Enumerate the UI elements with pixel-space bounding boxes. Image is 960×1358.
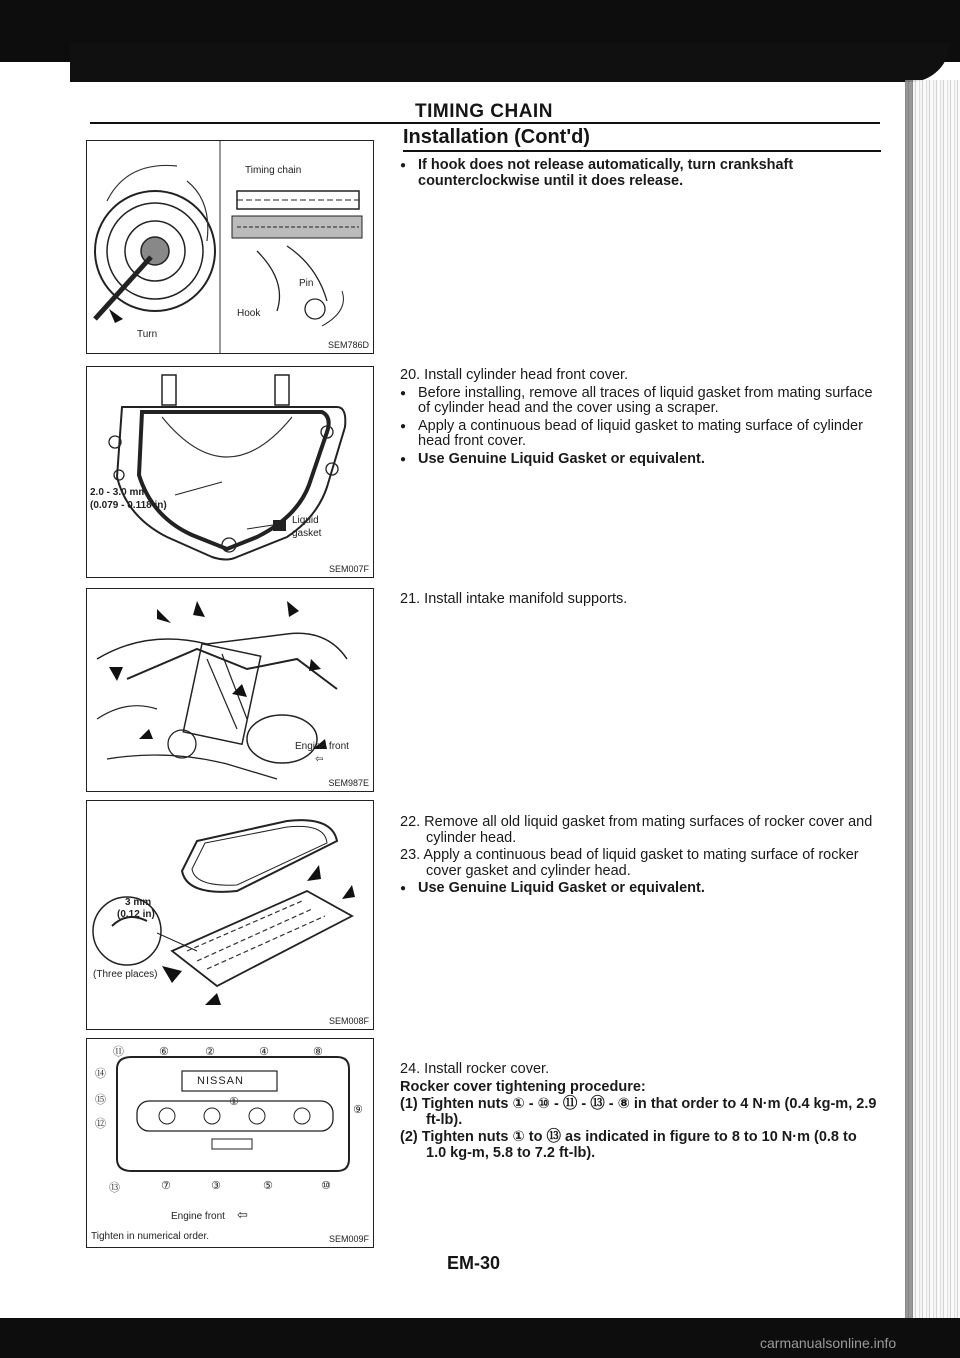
page-title: TIMING CHAIN <box>415 101 553 122</box>
figure-tightening-order <box>86 1038 374 1248</box>
text-block-step-21 <box>400 592 880 610</box>
tightening-step-1: (1) Tighten nuts ① - ⑩ - ⑪ - ⑬ - ⑧ in that order to 4 N·m (0.4 kg-m, 2.9 ft-lb). <box>400 1096 877 1128</box>
nissan-logo: NISSAN <box>197 1075 244 1087</box>
label-turn: Turn <box>137 329 158 340</box>
figure-crankshaft-hook <box>86 140 374 354</box>
section-title: Installation (Cont'd) <box>403 126 590 148</box>
label-engine-front: Engine front <box>171 1211 225 1222</box>
figure-front-cover-gasket <box>86 366 374 578</box>
figure-manifold-drawing <box>87 589 373 791</box>
scan-binding-edge <box>905 80 960 1320</box>
label-pin: Pin <box>299 278 314 289</box>
step-22: 22. Remove all old liquid gasket from mating surfaces of rocker cover and cylinder head. <box>400 814 873 846</box>
label-gasket: gasket <box>292 528 322 539</box>
bullet-remove-traces: ● Before installing, remove all traces of liquid gasket from mating surface of cylinder head and the cover using a scraper. <box>400 386 880 417</box>
label-liquid: Liquid <box>292 515 319 526</box>
engine-front-arrow-icon: ⇦ <box>315 754 324 765</box>
label-engine-front: Engine front <box>295 741 349 752</box>
scan-top-band <box>0 0 960 62</box>
figure-code: SEM009F <box>328 1234 369 1244</box>
nut-8: ⑧ <box>313 1046 323 1058</box>
step-24: 24. Install rocker cover. <box>400 1061 550 1077</box>
nut-2: ② <box>205 1046 215 1058</box>
figure-code: SEM008F <box>328 1016 369 1026</box>
bullet-hook-release: ● If hook does not release automatically, turn crankshaft counterclockwise until it does release. <box>400 158 880 189</box>
nut-7: ⑦ <box>161 1180 171 1192</box>
nut-13: ⑬ <box>109 1182 120 1194</box>
page-number: EM-30 <box>447 1253 501 1273</box>
label-tighten-order: Tighten in numerical order. <box>91 1231 210 1242</box>
figure-rocker-cover-gasket <box>86 800 374 1030</box>
tightening-step-2: (2) Tighten nuts ① to ⑬ as indicated in figure to 8 to 10 N·m (0.8 to 1.0 kg-m, 5.8 to 7.2 ft-lb). <box>400 1129 857 1161</box>
watermark: carmanualsonline.info <box>760 1335 897 1351</box>
label-bead-mm: 2.0 - 3.0 mm <box>90 487 148 498</box>
label-three-places: (Three places) <box>93 969 158 980</box>
step-20: 20. Install cylinder head front cover. <box>400 367 629 383</box>
figure-tightening-drawing <box>87 1039 373 1247</box>
figure-code: SEM007F <box>328 564 369 574</box>
label-hook: Hook <box>237 308 261 319</box>
title-rule <box>90 122 880 124</box>
text-block-step-20 <box>400 368 880 469</box>
bullet-genuine-gasket: ● Use Genuine Liquid Gasket or equivalent. <box>400 452 880 468</box>
nut-6: ⑥ <box>159 1046 169 1058</box>
figure-code: SEM786D <box>327 340 369 350</box>
nut-4: ④ <box>259 1046 269 1058</box>
tightening-procedure-title: Rocker cover tightening procedure: <box>400 1078 646 1095</box>
step-23: 23. Apply a continuous bead of liquid gasket to mating surface of rocker cover gasket and cylinder head. <box>400 847 859 879</box>
figure-crankshaft-hook-drawing <box>87 141 373 353</box>
bullet-apply-bead: ● Apply a continuous bead of liquid gasket to mating surface of cylinder head front cover. <box>400 419 880 450</box>
label-0.12in: (0.12 in) <box>117 909 155 920</box>
nut-12: ⑫ <box>95 1118 106 1130</box>
nut-10: ⑩ <box>321 1180 331 1192</box>
label-bead-in: (0.079 - 0.118 in) <box>90 500 167 511</box>
bullet-genuine-gasket-2: ● Use Genuine Liquid Gasket or equivalent. <box>400 881 880 897</box>
nut-1: ① <box>229 1096 239 1108</box>
nut-15: ⑮ <box>95 1094 106 1106</box>
label-3mm: 3 mm <box>125 897 152 908</box>
figure-intake-manifold-supports <box>86 588 374 792</box>
nut-5: ⑤ <box>263 1180 273 1192</box>
engine-front-arrow-icon: ⇦ <box>237 1207 248 1222</box>
section-rule <box>403 150 881 152</box>
nut-9: ⑨ <box>353 1104 363 1116</box>
step-21: 21. Install intake manifold supports. <box>400 591 628 607</box>
text-block-hook <box>400 158 880 191</box>
nut-11: ⑪ <box>113 1046 124 1058</box>
text-block-steps-22-23 <box>400 815 880 899</box>
text-block-step-24 <box>400 1062 880 1163</box>
label-timing-chain: Timing chain <box>245 165 302 176</box>
figure-code: SEM987E <box>328 778 369 788</box>
nut-14: ⑭ <box>95 1068 106 1080</box>
figure-front-cover-drawing <box>87 367 373 577</box>
nut-3: ③ <box>211 1180 221 1192</box>
